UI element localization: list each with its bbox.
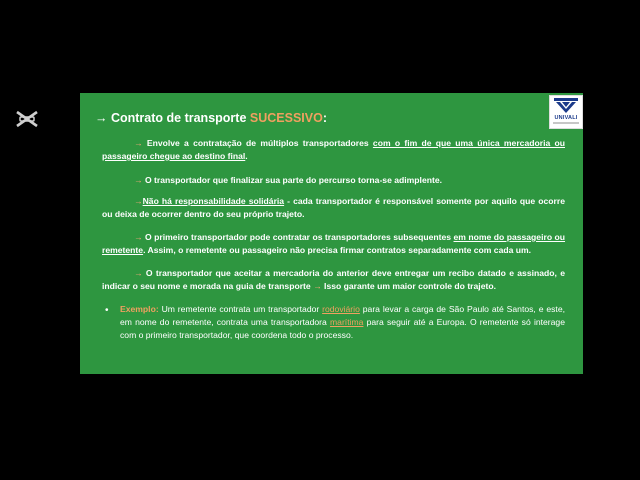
capcut-logo-icon bbox=[14, 108, 40, 130]
paragraph-1: → Envolve a contratação de múltiplos transportadores com o fim de que uma única mercadoria ou passageiro chegue ao destino final. bbox=[102, 138, 565, 161]
paragraph-2: → O transportador que finalizar sua parte do percurso torna-se adimplente. bbox=[134, 175, 443, 185]
presentation-slide bbox=[80, 93, 583, 374]
title-prefix: → Contrato de transporte bbox=[95, 111, 250, 125]
paragraph-4: → O primeiro transportador pode contratar os transportadores subsequentes em nome do passageiro ou remetente. Assim, o remetente ou passageiro não precisa firmar contratos separadamente com cada um. bbox=[102, 232, 566, 255]
univali-logo bbox=[549, 95, 583, 129]
example-paragraph: Exemplo: Um remetente contrata um transportador rodoviário para levar a carga de São Paulo até Santos, e este, em nome do remetente, contrata uma transportadora marítima para seguir até a Europa. O remetente só interage com o primeiro transportador, que coordena todo o processo. bbox=[120, 304, 565, 340]
arrow-icon: → bbox=[134, 232, 143, 242]
underlined-text: Não há responsabilidade solidária bbox=[142, 196, 285, 206]
highlight-rodoviario: rodoviário bbox=[322, 304, 360, 314]
paragraph-5: → O transportador que aceitar a mercadoria do anterior deve entregar um recibo datado e assinado, e indicar o seu nome e morada na guia de transporte → Isso garante um maior controle do trajeto. bbox=[102, 268, 565, 291]
paragraph-3: →Não há responsabilidade solidária - cada transportador é responsável somente por aquilo que ocorre ou deixa de ocorrer dentro do seu próprio trajeto. bbox=[102, 196, 565, 219]
example-label: Exemplo: bbox=[120, 304, 159, 314]
arrow-icon: → bbox=[134, 138, 143, 148]
arrow-icon: → bbox=[134, 196, 143, 206]
underlined-text: em nome do passageiro ou remetente bbox=[102, 232, 566, 255]
univali-logo-text: UNIVALI bbox=[554, 115, 578, 121]
arrow-icon: → bbox=[134, 175, 143, 185]
slide-title bbox=[95, 111, 327, 125]
title-accent: SUCESSIVO bbox=[249, 111, 323, 125]
highlight-maritima: marítima bbox=[330, 317, 364, 327]
arrow-icon: → bbox=[313, 281, 322, 291]
arrow-icon: → bbox=[134, 268, 143, 278]
bullet-icon: • bbox=[105, 305, 109, 316]
underlined-text: com o fim de que uma única mercadoria ou passageiro chegue ao destino final bbox=[102, 138, 565, 161]
univali-logo-subline bbox=[553, 122, 579, 124]
title-suffix: : bbox=[322, 111, 327, 125]
univali-emblem-icon bbox=[554, 98, 578, 114]
